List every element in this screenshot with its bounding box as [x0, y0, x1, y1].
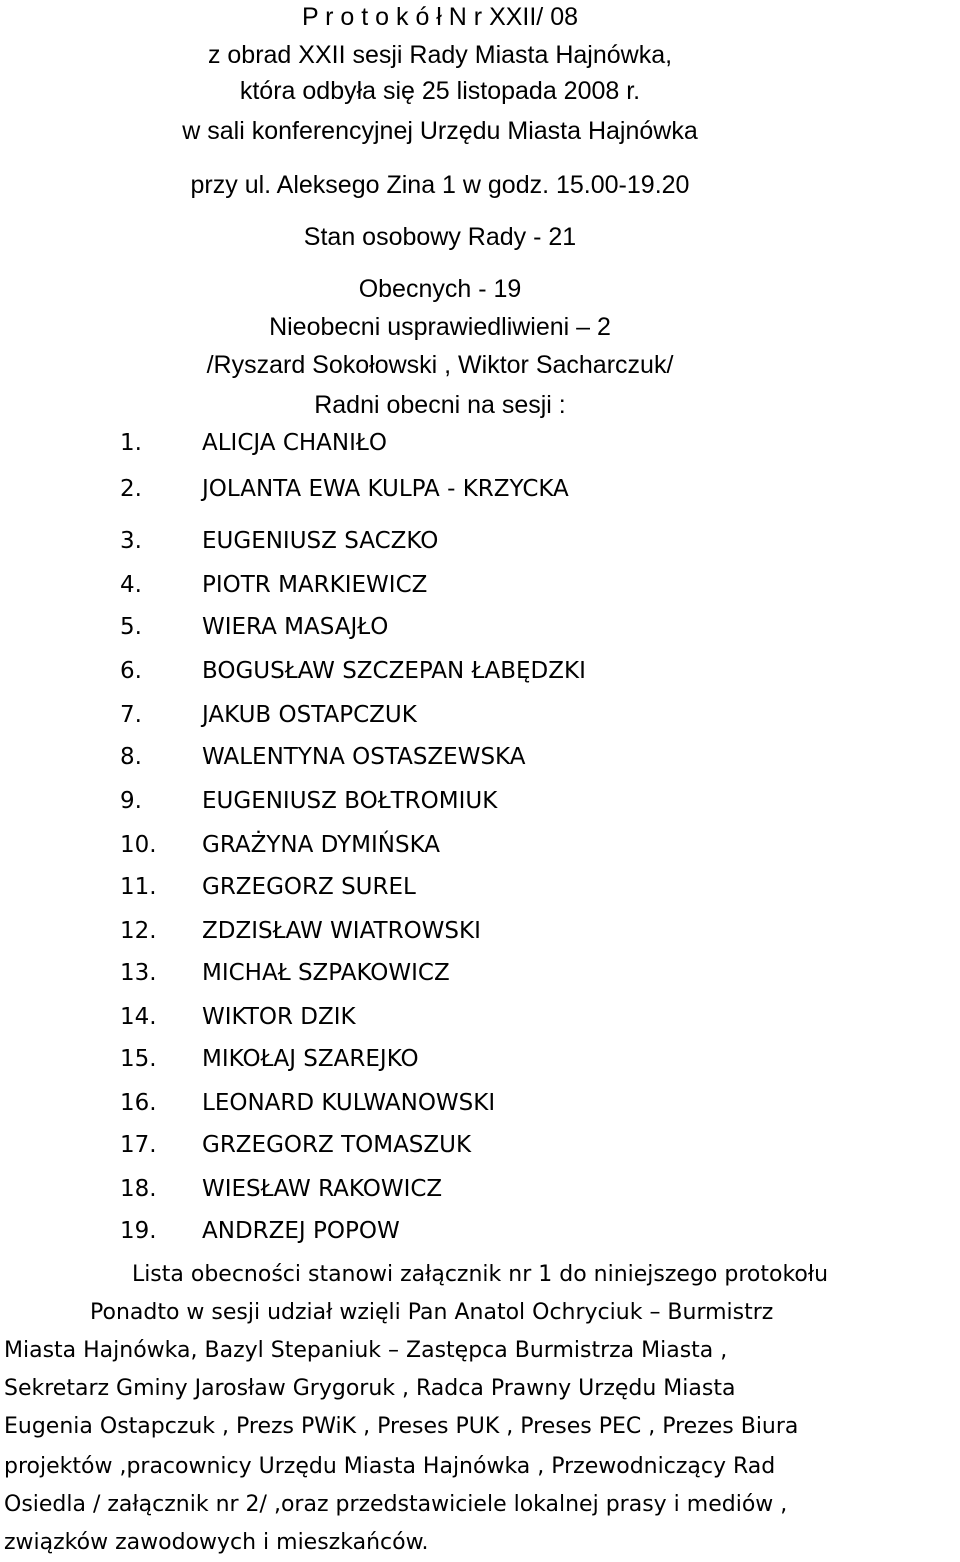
header-line-date: która odbyła się 25 listopada 2008 r.: [239, 77, 641, 105]
attendee-number: 8.: [120, 744, 142, 770]
attendee-name: JOLANTA EWA KULPA - KRZYCKA: [202, 476, 569, 502]
present-count: Obecnych - 19: [358, 275, 522, 303]
attendee-name: BOGUSŁAW SZCZEPAN ŁABĘDZKI: [202, 658, 586, 684]
attendee-number: 5.: [120, 614, 142, 640]
attendee-number: 1.: [120, 430, 142, 456]
attendee-name: WIERA MASAJŁO: [202, 614, 389, 640]
attendee-name: ANDRZEJ POPOW: [202, 1218, 400, 1244]
attendee-name: EUGENIUSZ BOŁTROMIUK: [202, 788, 498, 814]
attendee-name: GRZEGORZ TOMASZUK: [202, 1132, 472, 1158]
attendee-number: 9.: [120, 788, 142, 814]
attendee-number: 18.: [120, 1176, 157, 1202]
absent-count: Nieobecni usprawiedliwieni – 2: [269, 313, 611, 341]
attendance-list-note: Lista obecności stanowi załącznik nr 1 do niniejszego protokołu: [131, 1262, 829, 1287]
footer-paragraph-line: Ponadto w sesji udział wzięli Pan Anatol Ochryciuk – Burmistrz: [90, 1300, 774, 1325]
footer-paragraph-line: Miasta Hajnówka, Bazyl Stepaniuk – Zastępca Burmistrza Miasta ,: [4, 1338, 728, 1363]
attendee-number: 2.: [120, 476, 142, 502]
footer-paragraph-line: Osiedla / załącznik nr 2/ ,oraz przedstawiciele lokalnej prasy i mediów ,: [4, 1492, 788, 1517]
footer-paragraph-line: związków zawodowych i mieszkańców.: [4, 1530, 429, 1555]
attendee-number: 4.: [120, 572, 142, 598]
attendee-name: WIESŁAW RAKOWICZ: [202, 1176, 443, 1202]
attendee-number: 19.: [120, 1218, 157, 1244]
attendee-name: MICHAŁ SZPAKOWICZ: [202, 960, 450, 986]
attendee-number: 15.: [120, 1046, 157, 1072]
attendee-number: 16.: [120, 1090, 157, 1116]
attendee-number: 11.: [120, 874, 157, 900]
attendee-name: PIOTR MARKIEWICZ: [202, 572, 428, 598]
attendee-number: 7.: [120, 702, 142, 728]
footer-paragraph-line: Sekretarz Gminy Jarosław Grygoruk , Radca Prawny Urzędu Miasta: [4, 1376, 736, 1401]
attendee-name: GRAŻYNA DYMIŃSKA: [202, 832, 441, 858]
attendee-number: 17.: [120, 1132, 157, 1158]
attendee-number: 3.: [120, 528, 142, 554]
council-composition: Stan osobowy Rady - 21: [303, 223, 577, 251]
attendee-name: GRZEGORZ SUREL: [202, 874, 416, 900]
attendee-name: LEONARD KULWANOWSKI: [202, 1090, 496, 1116]
attendee-name: ZDZISŁAW WIATROWSKI: [202, 918, 481, 944]
attendee-name: EUGENIUSZ SACZKO: [202, 528, 439, 554]
attendee-name: MIKOŁAJ SZAREJKO: [202, 1046, 419, 1072]
attendee-number: 14.: [120, 1004, 157, 1030]
attendee-number: 12.: [120, 918, 157, 944]
attendee-number: 6.: [120, 658, 142, 684]
attendee-name: ALICJA CHANIŁO: [202, 430, 387, 456]
attendees-intro: Radni obecni na sesji :: [314, 391, 566, 419]
header-line-place: w sali konferencyjnej Urzędu Miasta Hajnówka: [182, 117, 698, 145]
footer-paragraph-line: Eugenia Ostapczuk , Prezs PWiK , Preses PUK , Preses PEC , Prezes Biura: [4, 1414, 799, 1439]
protocol-title: P r o t o k ó ł N r XXII/ 08: [301, 3, 579, 31]
attendee-name: WIKTOR DZIK: [202, 1004, 356, 1030]
footer-paragraph-line: projektów ,pracownicy Urzędu Miasta Hajnówka , Przewodniczący Rad: [4, 1454, 776, 1479]
header-line-session: z obrad XXII sesji Rady Miasta Hajnówka,: [207, 41, 673, 69]
absent-names: /Ryszard Sokołowski , Wiktor Sacharczuk/: [206, 351, 674, 379]
header-line-address: przy ul. Aleksego Zina 1 w godz. 15.00-19.20: [190, 171, 690, 199]
attendee-name: WALENTYNA OSTASZEWSKA: [202, 744, 526, 770]
attendee-number: 10.: [120, 832, 157, 858]
attendee-number: 13.: [120, 960, 157, 986]
attendee-name: JAKUB OSTAPCZUK: [202, 702, 417, 728]
